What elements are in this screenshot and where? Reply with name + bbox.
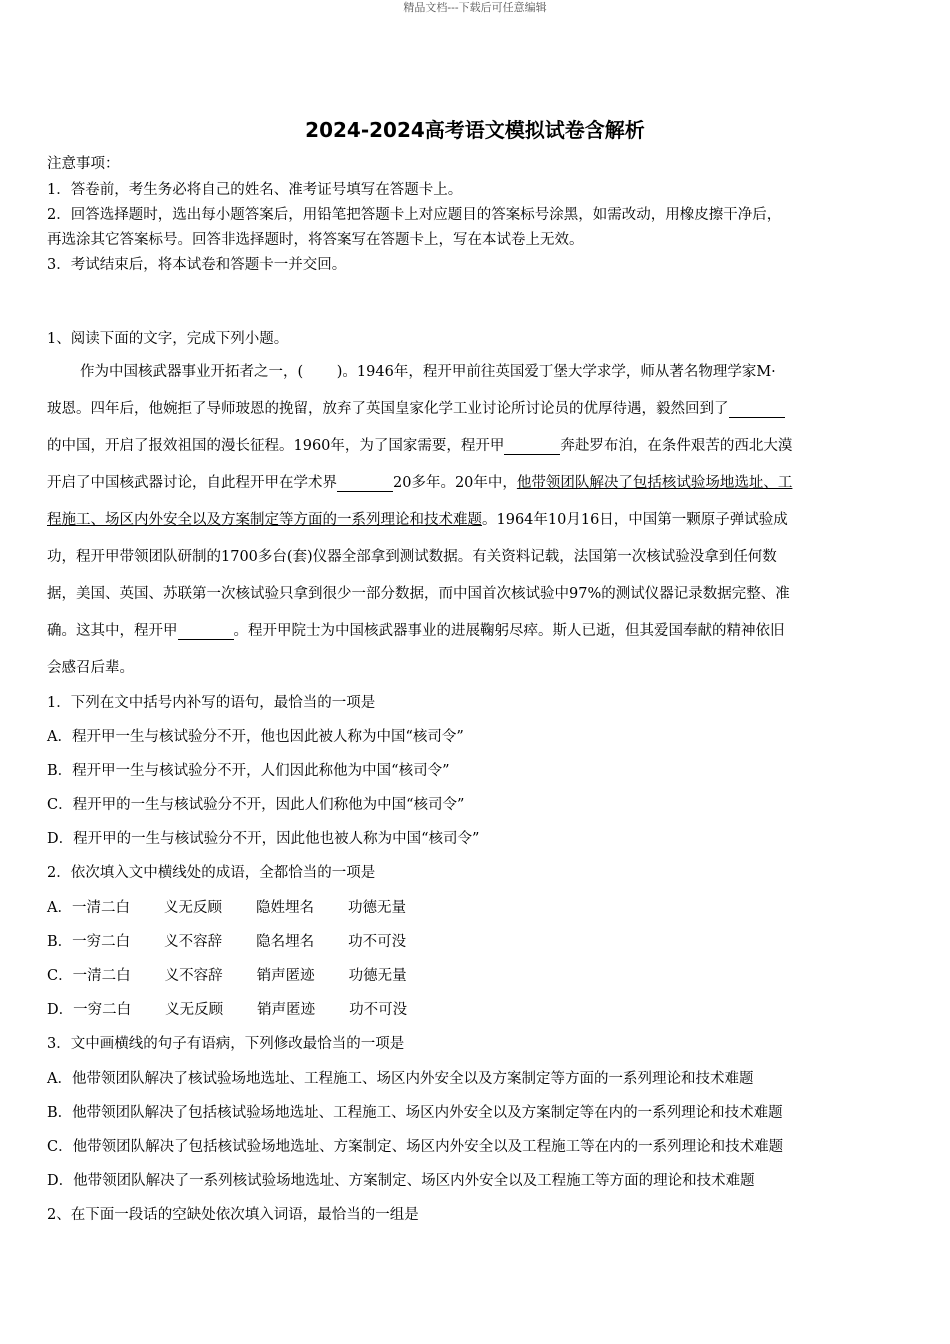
- option-term: 一穷二白: [72, 934, 131, 950]
- option-term: 销声匿迹: [257, 1002, 316, 1018]
- option-label: C．: [47, 968, 73, 984]
- notice-item: 2．回答选择题时，选出每小题答案后，用铅笔把答题卡上对应题目的答案标号涂黑，如需改动，用橡皮擦干净后，: [47, 207, 782, 223]
- passage-text: 开启了中国核武器讨论，自此程开甲在学术界: [47, 475, 337, 491]
- option-term: 一穷二白: [73, 1002, 132, 1018]
- page-title: 2024-2024高考语文模拟试卷含解析: [305, 118, 645, 142]
- question-1-option[interactable]: A．程开甲一生与核试验分不开，他也因此被人称为中国“核司令”: [47, 729, 464, 745]
- option-term: 一清二白: [71, 900, 130, 916]
- passage-line: [47, 471, 903, 492]
- option-label: D．: [47, 1002, 74, 1018]
- fill-blank: [504, 440, 560, 455]
- passage-line: 作为中国核武器事业开拓者之一，( )。1946年，程开甲前往英国爱丁堡大学求学，师从著名物理学家M·: [80, 364, 776, 380]
- option-term: 功不可没: [348, 934, 407, 950]
- fill-blank: [178, 625, 234, 640]
- option-term: 隐姓埋名: [255, 900, 314, 916]
- notice-heading: 注意事项：: [47, 156, 120, 172]
- option-term: 义不容辞: [164, 968, 223, 984]
- option-term: 义无反顾: [165, 1002, 224, 1018]
- question-3-stem: 3．文中画横线的句子有语病，下列修改最恰当的一项是: [47, 1036, 405, 1052]
- passage-text: 的中国，开启了报效祖国的漫长征程。1960年，为了国家需要，程开甲: [47, 438, 505, 454]
- question-2-option[interactable]: [47, 998, 441, 1019]
- question-1-option[interactable]: B．程开甲一生与核试验分不开，人们因此称他为中国“核司令”: [47, 763, 450, 779]
- notice-item: 1．答卷前，考生务必将自己的姓名、准考证号填写在答题卡上。: [47, 182, 463, 198]
- question-2-option[interactable]: [47, 896, 440, 917]
- option-term: 隐名埋名: [256, 934, 315, 950]
- section-2-heading: 2、在下面一段话的空缺处依次填入词语，最恰当的一组是: [47, 1207, 419, 1223]
- question-3-option[interactable]: B．他带领团队解决了包括核试验场地选址、工程施工、场区内外安全以及方案制定等在内的一系列理论和技术难题: [47, 1105, 783, 1121]
- passage-text: 。1964年10月16日，中国第一颗原子弹试验成: [482, 512, 788, 528]
- option-term: 销声匿迹: [256, 968, 315, 984]
- question-1-stem: 1．下列在文中括号内补写的语句，最恰当的一项是: [47, 695, 376, 711]
- passage-line: 会感召后辈。: [47, 660, 134, 676]
- passage-text: 20多年。20年中，: [393, 475, 517, 491]
- question-2-option[interactable]: [47, 964, 441, 985]
- option-term: 一清二白: [72, 968, 131, 984]
- question-3-option[interactable]: C．他带领团队解决了包括核试验场地选址、方案制定、场区内外安全以及工程施工等在内的一系列理论和技术难题: [47, 1139, 784, 1155]
- option-label: B．: [47, 934, 73, 950]
- option-term: 义无反顾: [163, 900, 222, 916]
- question-1-option[interactable]: C．程开甲的一生与核试验分不开，因此人们称他为中国“核司令”: [47, 797, 465, 813]
- question-2-option[interactable]: [47, 930, 440, 951]
- section-1-heading: 1、阅读下面的文字，完成下列小题。: [47, 331, 289, 347]
- option-term: 功德无量: [348, 968, 407, 984]
- passage-text: 。程开甲院士为中国核武器事业的进展鞠躬尽瘁。斯人已逝，但其爱国奉献的精神依旧: [233, 623, 785, 639]
- page-header: 精品文档---下载后可任意编辑: [403, 1, 547, 14]
- question-3-option[interactable]: D．他带领团队解决了一系列核试验场地选址、方案制定、场区内外安全以及工程施工等方面的理论和技术难题: [47, 1173, 755, 1189]
- fill-blank: [337, 477, 393, 492]
- option-term: 功不可没: [349, 1002, 408, 1018]
- question-1-option[interactable]: D．程开甲的一生与核试验分不开，因此他也被人称为中国“核司令”: [47, 831, 480, 847]
- passage-line: [47, 397, 903, 418]
- option-term: 义不容辞: [164, 934, 223, 950]
- question-2-stem: 2．依次填入文中横线处的成语，全都恰当的一项是: [47, 865, 376, 881]
- option-label: A．: [47, 900, 72, 916]
- underlined-sentence: 他带领团队解决了包括核试验场地选址、工: [516, 475, 793, 491]
- fill-blank: [729, 403, 785, 418]
- underlined-sentence: 程施工、场区内外安全以及方案制定等方面的一系列理论和技术难题: [47, 512, 482, 528]
- passage-line: 据，美国、英国、苏联第一次核试验只拿到很少一部分数据，而中国首次核试验中97%的测试仪器记录数据完整、准: [47, 586, 790, 602]
- notice-item: 再选涂其它答案标号。回答非选择题时，将答案写在答题卡上，写在本试卷上无效。: [47, 232, 584, 248]
- passage-line: 功，程开甲带领团队研制的1700多台(套)仪器全部拿到测试数据。有关资料记载，法国第一次核试验没拿到任何数: [47, 549, 777, 565]
- question-3-option[interactable]: A．他带领团队解决了核试验场地选址、工程施工、场区内外安全以及方案制定等方面的一系列理论和技术难题: [47, 1071, 754, 1087]
- passage-line: [47, 508, 903, 529]
- passage-line: [47, 434, 903, 455]
- notice-item: 3．考试结束后，将本试卷和答题卡一并交回。: [47, 257, 347, 273]
- passage-text: 确。这其中，程开甲: [47, 623, 178, 639]
- option-term: 功德无量: [347, 900, 406, 916]
- passage-text: 奔赴罗布泊，在条件艰苦的西北大漠: [560, 438, 793, 454]
- passage-text: 玻恩。四年后，他婉拒了导师玻恩的挽留，放弃了英国皇家化学工业讨论所讨论员的优厚待遇，毅然回到了: [47, 401, 729, 417]
- passage-line: [47, 619, 903, 640]
